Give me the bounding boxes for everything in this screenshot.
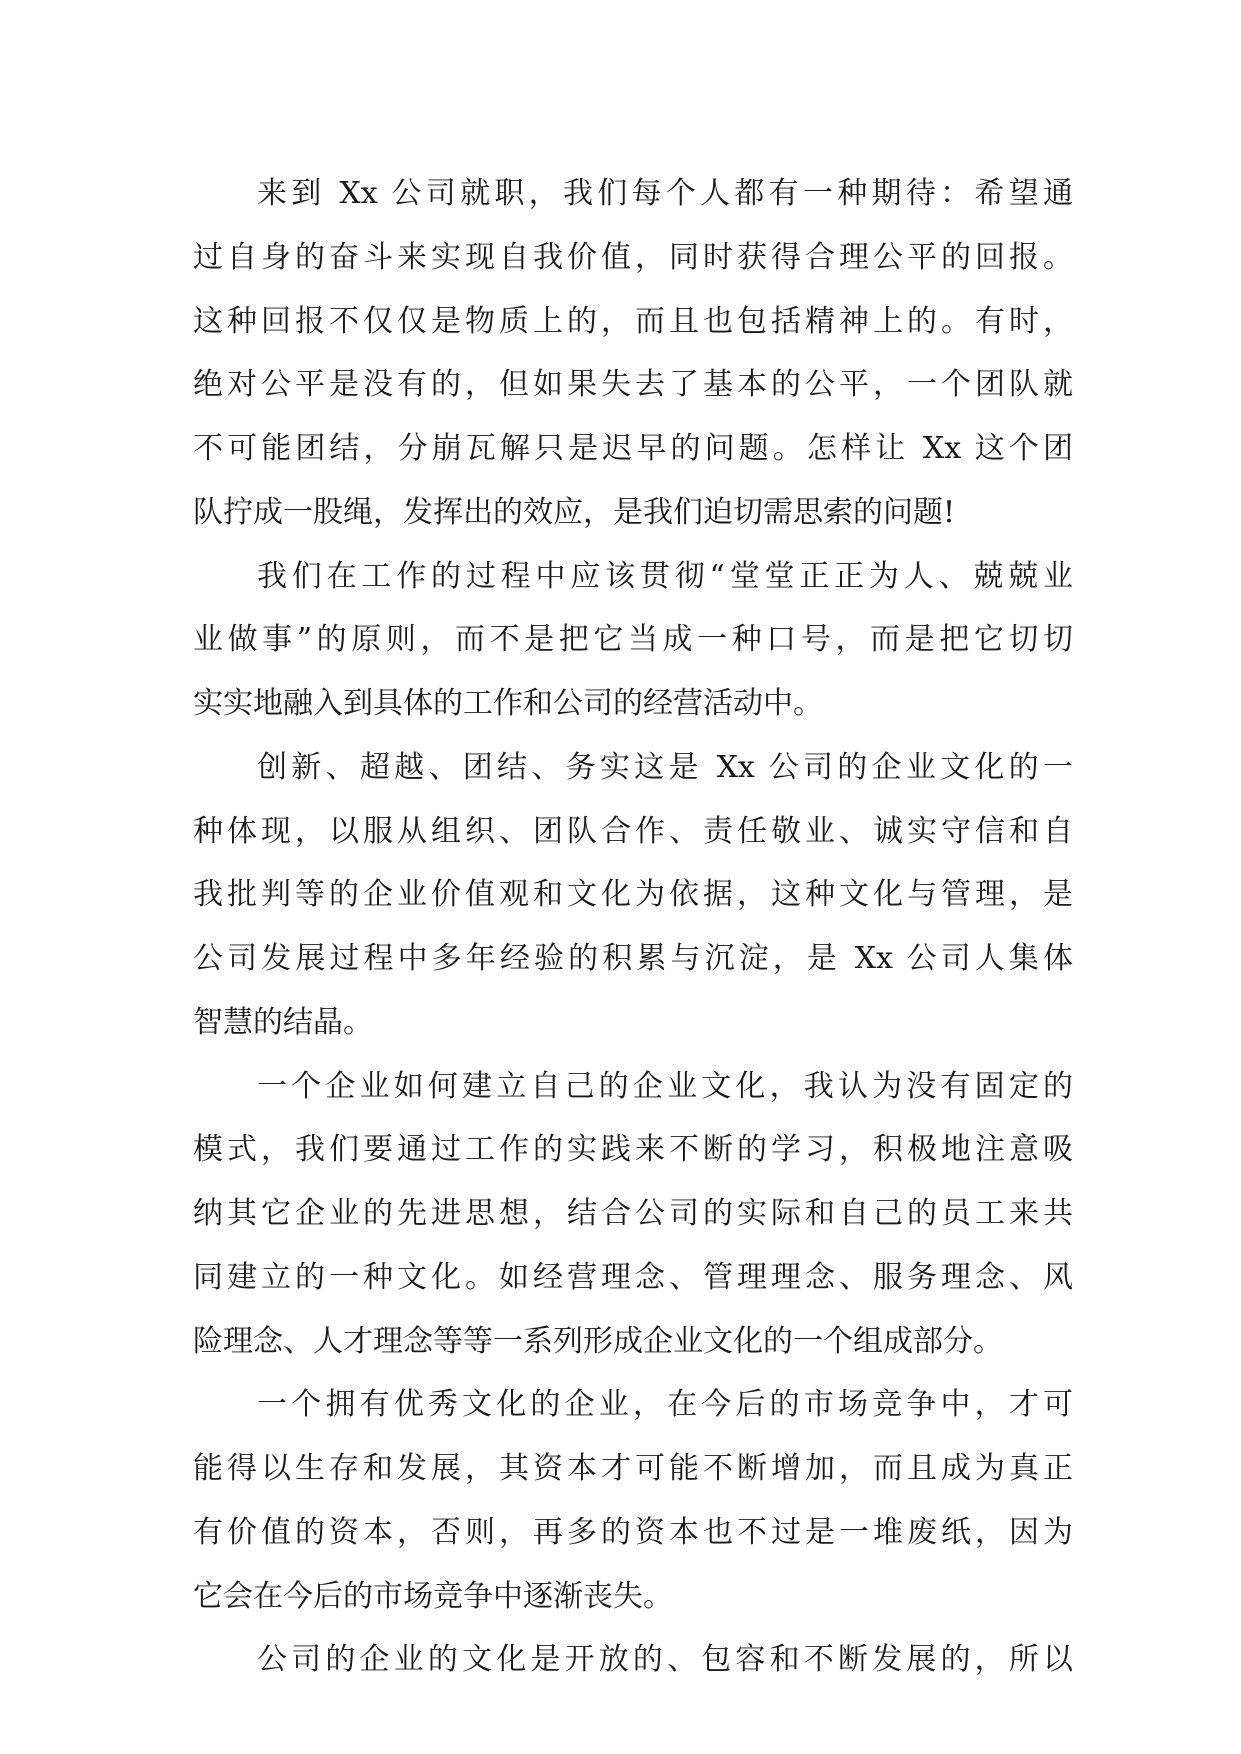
text-line: 它会在今后的市场竞争中逐渐丧失。	[193, 1578, 673, 1614]
text-line: 纳其它企业的先进思想，结合公司的实际和自己的员工来共	[193, 1196, 1073, 1231]
text-line: 不可能团结，分崩瓦解只是迟早的问题。怎样让 Xx 这个团	[193, 431, 1073, 466]
text-line: 同建立的一种文化。如经营理念、管理理念、服务理念、风	[193, 1259, 1073, 1295]
text-line: 智慧的结晶。	[193, 1004, 373, 1040]
text-line: 队拧成一股绳，发挥出的效应，是我们迫切需思索的问题!	[193, 494, 956, 530]
text-line: 实实地融入到具体的工作和公司的经营活动中。	[193, 686, 823, 721]
text-line: 业做事”的原则，而不是把它当成一种口号，而是把它切切	[193, 622, 1073, 658]
text-line: 公司发展过程中多年经验的积累与沉淀，是 Xx 公司人集体	[193, 941, 1073, 976]
paragraph-first-line: 公司的企业的文化是开放的、包容和不断发展的，所以	[257, 1642, 1073, 1678]
paragraph-first-line: 一个拥有优秀文化的企业，在今后的市场竞争中，才可	[257, 1387, 1073, 1423]
text-line: 过自身的奋斗来实现自我价值，同时获得合理公平的回报。	[193, 239, 1073, 275]
text-line: 能得以生存和发展，其资本才可能不断增加，而且成为真正	[193, 1451, 1073, 1486]
text-line: 模式，我们要通过工作的实践来不断的学习，积极地注意吸	[193, 1132, 1073, 1168]
text-line: 这种回报不仅仅是物质上的，而且也包括精神上的。有时，	[193, 303, 1073, 339]
text-line: 有价值的资本，否则，再多的资本也不过是一堆废纸，因为	[193, 1514, 1073, 1550]
document-body-text	[193, 162, 1073, 1692]
text-line: 绝对公平是没有的，但如果失去了基本的公平，一个团队就	[193, 367, 1073, 403]
paragraph-first-line: 我们在工作的过程中应该贯彻“堂堂正正为人、兢兢业	[257, 558, 1073, 594]
text-line: 险理念、人才理念等等一系列形成企业文化的一个组成部分。	[193, 1323, 1003, 1359]
paragraph-first-line: 一个企业如何建立自己的企业文化，我认为没有固定的	[257, 1068, 1073, 1104]
paragraph-first-line: 创新、超越、团结、务实这是 Xx 公司的企业文化的一	[257, 749, 1073, 785]
text-line: 我批判等的企业价值观和文化为依据，这种文化与管理，是	[193, 877, 1073, 913]
paragraph-first-line: 来到 Xx 公司就职，我们每个人都有一种期待：希望通	[257, 176, 1073, 211]
text-line: 种体现，以服从组织、团队合作、责任敬业、诚实守信和自	[193, 813, 1073, 849]
